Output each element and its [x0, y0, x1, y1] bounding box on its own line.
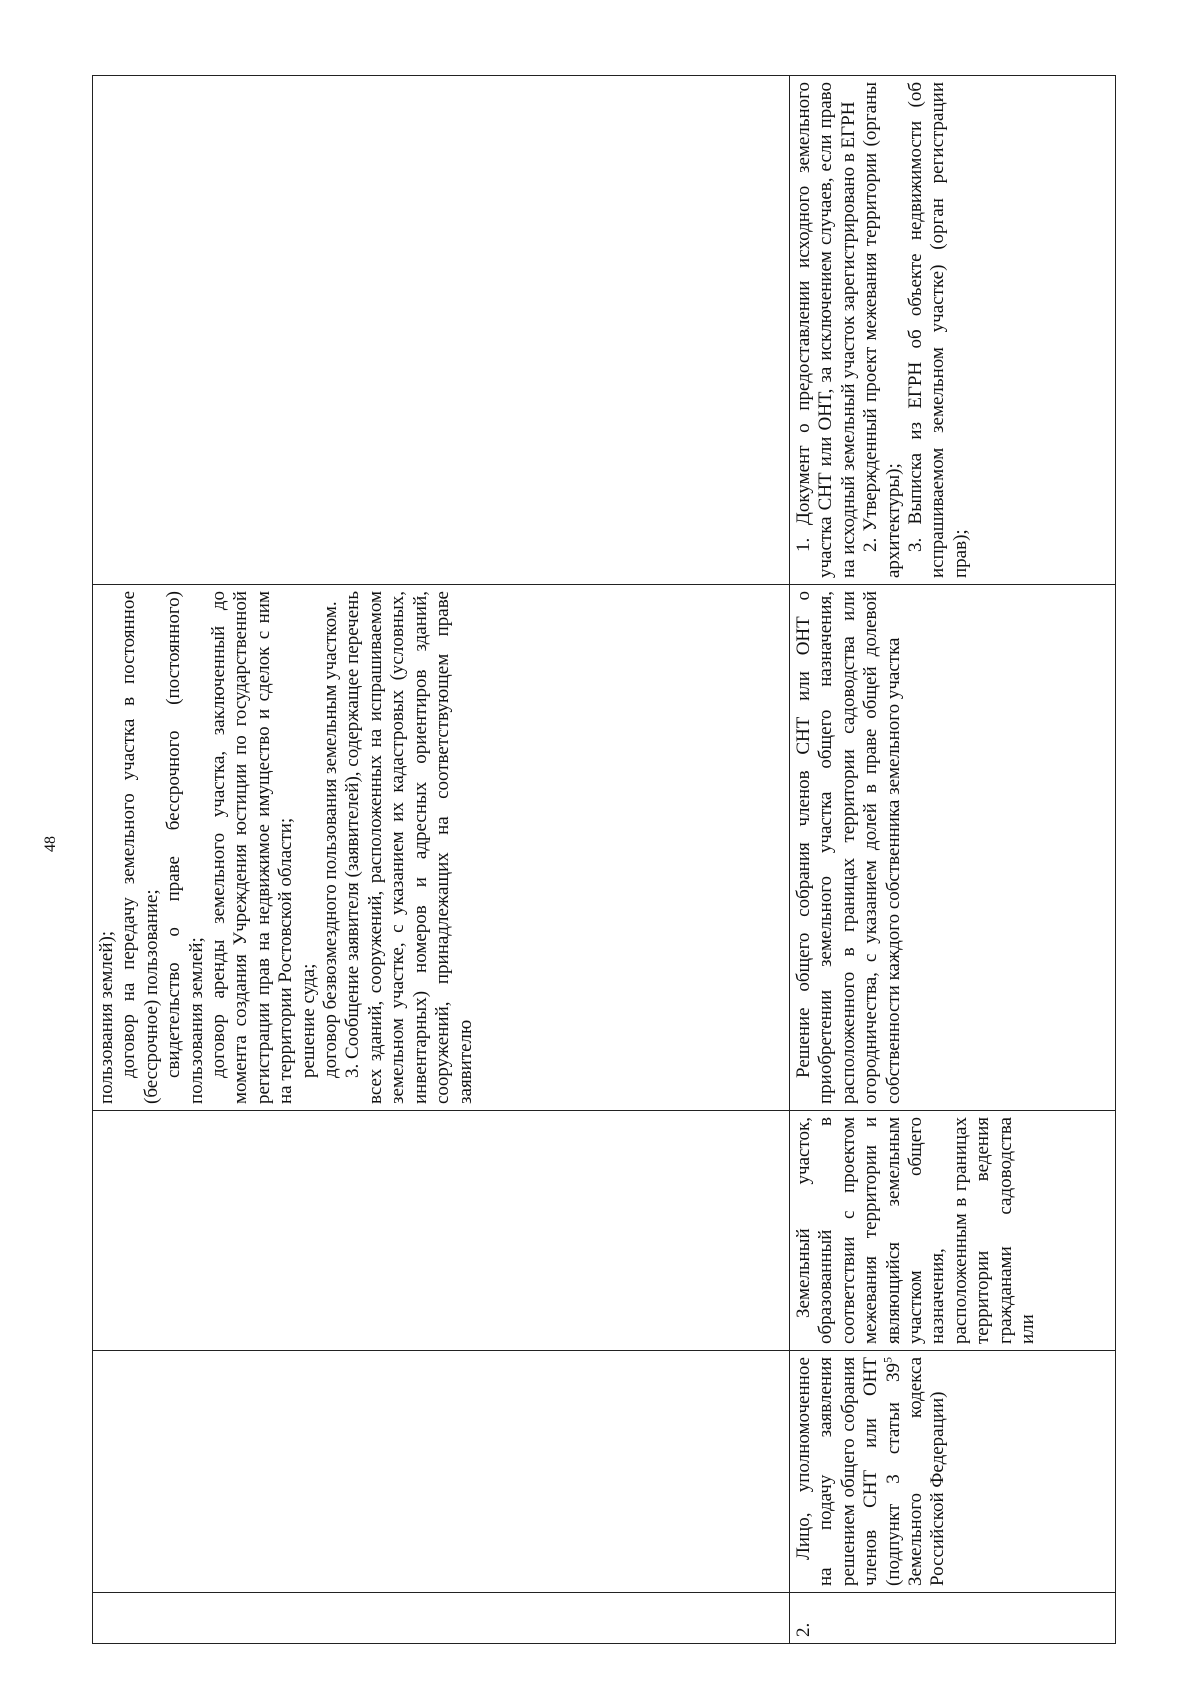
paragraph: 3. Сообщение заявителя (заявителей), содержащее перечень всех зданий, сооружений, расположенных на испрашиваемом земельном участке, с указанием их кадастровых (условных, инвентарных) номеров и адресных ориентиров зданий, сооружений, принадлежащих на соответствующем праве заявителю [342, 591, 476, 1104]
paragraph: пользования землей); [96, 930, 117, 1104]
document-item: 1. Документ о предоставлении исходного земельного участка СНТ или ОНТ, за исключением случаев, если право на исходный земельный участок зарегистрировано в ЕГРН [793, 82, 859, 578]
applicant-text-part: Лицо, уполномоченное на подачу заявления решением общего собрания членов СНТ или ОНТ (подпункт 3 статьи 39 [793, 1357, 904, 1586]
row2-applicant-cell [790, 1351, 1116, 1593]
row1-documents-cell [93, 585, 790, 1111]
paragraph: договор на передачу земельного участка в постоянное (бессрочное) пользование; [118, 591, 162, 1104]
row1-number-cell [93, 1593, 790, 1644]
paragraph: решение суда; [297, 963, 319, 1078]
superscript: 5 [880, 1357, 895, 1363]
land-plot-text: Земельный участок, образованный в соответствии с проектом межевания территории и являющийся земельным участком общего назначения, расположенным в границах территории ведения гражданами садоводства или [793, 1117, 1039, 1344]
rotated-table-frame [92, 76, 1107, 1644]
document-table-container [92, 76, 1107, 1644]
table-row [790, 76, 1116, 1644]
row1-applicant-cell [93, 1351, 790, 1593]
paragraph: договор аренды земельного участка, заключенный до момента создания Учреждения юстиции по государственной регистрации прав на недвижимое имущество и сделок с ним на территории Ростовской области; [208, 591, 297, 1104]
row2-decision-cell [790, 585, 1116, 1111]
row2-documents-cell [790, 76, 1116, 585]
row2-land-plot-cell [790, 1111, 1116, 1351]
document-table [92, 75, 1116, 1644]
row1-land-plot-cell [93, 1111, 790, 1351]
row-number: 2. [793, 1622, 814, 1637]
row1-extra-documents-cell [93, 76, 790, 585]
table-row [93, 76, 790, 1644]
applicant-text [793, 1357, 950, 1586]
document-item: 2. Утвержденный проект межевания территории (органы архитектуры); [860, 82, 904, 578]
applicant-text-part: Земельного кодекса Российской Федерации) [905, 1357, 949, 1586]
page-number: 48 [42, 836, 59, 852]
document-item: 3. Выписка из ЕГРН об объекте недвижимости (об испрашиваемом земельном участке) (орган регистрации прав); [905, 82, 971, 578]
paragraph: свидетельство о праве бессрочного (постоянного) пользования землей; [163, 591, 207, 1104]
paragraph: договор безвозмездного пользования земельным участком. [320, 601, 342, 1078]
row2-number-cell [790, 1593, 1116, 1644]
decision-text: Решение общего собрания членов СНТ или ОНТ о приобретении земельного участка общего назначения, расположенного в границах территории садоводства или огородничества, с указанием долей в праве общей долевой собственности каждого собственника земельного участка [793, 591, 904, 1104]
